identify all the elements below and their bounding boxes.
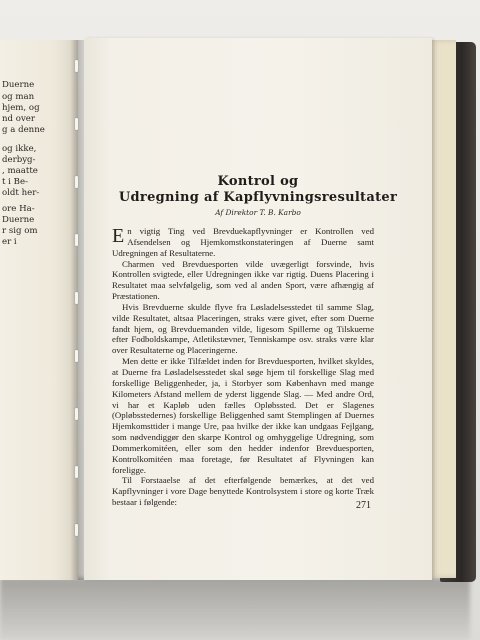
stitch-mark [75,234,78,246]
stitch-mark [75,118,78,130]
stitch-mark [75,408,78,420]
article-title-line1: Kontrol og [217,174,299,189]
left-page-line: derbyg- [2,155,36,165]
paragraph-3: Hvis Brevduerne skulde flyve fra Løsladelsesstedet til samme Slag, vilde Resultatet, altsaa Placeringen, straks være givet, efter som Duerne fandt hjem, og Brevduemanden vilde, ligesom Spillerne og Tilskuerne efter Fodboldskampe, Atletikstævner, Tenniskampe osv. straks være klar over Resultaterne og Placeringerne. [112,301,374,356]
drop-cap: E [112,225,125,247]
stitch-mark [75,466,78,478]
left-page-line: hjem, og [2,103,40,113]
left-page-line: , maatte [2,166,38,176]
article-title-line2: Udregning af Kapflyvningsresultater [118,190,398,205]
left-page-line: og man [2,92,35,102]
article-body [112,226,374,508]
left-page-line: Duerne [2,80,35,90]
paragraph-5: Til Forstaaelse af det efterfølgende bemærkes, at det ved Kapflyvninger i vore Dage benyttede Kontrolsystem i store og korte Træk bestaar i følgende: [112,475,374,508]
left-page-line: oldt her- [2,188,40,198]
left-page-line: og ikke, [2,144,37,154]
left-page-line: g a denne [2,125,45,135]
left-page-line: r sig om [2,226,38,236]
stitch-mark [75,292,78,304]
stitch-mark [75,350,78,362]
page-number: 271 [356,500,371,511]
left-page-line: nd over [2,114,35,124]
stitch-mark [75,176,78,188]
left-page-line: ore Ha- [2,204,35,214]
article-byline: Af Direktor T. B. Karbo [215,208,301,217]
book-shadow [0,578,470,640]
left-page-line: er i [2,237,17,247]
paragraph-2: Charmen ved Brevduesporten vilde uvægerligt forsvinde, hvis Kontrollen svigtede, eller Udregningen ikke var rigtig. Duens Placering i Resultatet maa selvfølgelig, som ved al anden Sport, være afhængig af Præstationen. [112,258,374,302]
paragraph-1: En vigtig Ting ved Brevduekapflyvninger er Kontrollen ved Afsendelsen og Hjemkomstkonstateringen af Duerne samt Udregningen af Resultaterne. [112,225,374,258]
page-edges [430,40,456,578]
stitch-mark [75,524,78,536]
left-page [0,40,78,580]
stitch-mark [75,60,78,72]
paragraph-4: Men dette er ikke Tilfældet inden for Brevduesporten, hvilket skyldes, at Duerne fra Løsladelsesstedet skal søge hjem til forskellige Slag med forskellige Beliggenheder, ja, i Storbyer som København med mange Kilometers Afstand mellem de yderst liggende Slag. — Med andre Ord, vi har et Kapløb uden fælles Opløbssted. Det er Slagenes (Opløbsstedernes) forskellige Beliggenhed samt Stemplingen af Duernes Hjemkomsttider i mange Ure, paa hvilke der ikke kan undgaas Fejlgang, som nødvendiggør den skarpe Kontrol og omhyggelige Udregning, som Dommerkomitéen, eller som den hedder indenfor Brevduesporten, Kontrolkomitéen maa foretage, før Resultatet af Flyvningen kan foreligge. [112,356,374,475]
left-page-line: t i Be- [2,177,28,187]
left-page-line: Duerne [2,215,35,225]
